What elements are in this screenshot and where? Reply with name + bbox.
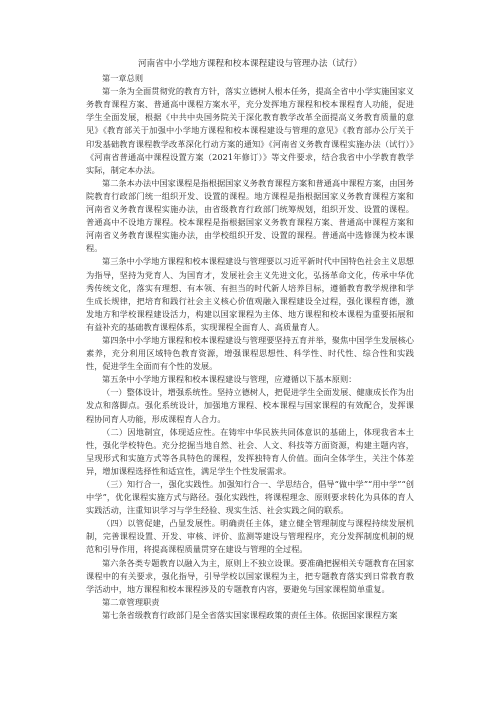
principle-paragraph: （三）知行合一，强化实践性。加强知行合一、学思结合，倡导“做中学”“用中学”“创中学”，优化课程实施方式与路径。强化实践性，将课程理念、原则要求转化为具体的育人实践活动，注重知识学习与学生经验、现实生活、社会实践之间的联系。 — [86, 479, 414, 516]
article-paragraph: 第二条本办法中国家课程是指根据国家义务教育课程方案和普通高中课程方案，由国务院教育行政部门统一组织开发、设置的课程。地方课程是指根据国家义务教育课程方案和河南省义务教育课程实施办法，由省级教育行政部门统筹规划，组织开发、设置的课程。普通高中不设地方课程。校本课程是指根据国家义务教育课程方案、普通高中课程方案和河南省义务教育课程实施办法，由学校组织开发、设置的课程。普通高中选修课为校本课程。 — [86, 177, 414, 254]
principle-paragraph: （二）因地制宜，体现适应性。在铸牢中华民族共同体意识的基础上，体现我省本土性，强化学校特色。充分挖掘当地自然、社会、人文、科技等方面资源，构建主题内容，呈现形式和实施方式等各具特色的课程，发挥独特育人价值。面向全体学生，关注个体差异，增加课程选择性和适宜性，满足学生个性发展需求。 — [86, 426, 414, 476]
article-paragraph: 第三条中小学地方课程和校本课程建设与管理要以习近平新时代中国特色社会主义思想为指导，坚持为党育人、为国育才，发展社会主义先进文化，弘扬革命文化，传承中华优秀传统文化，落实有理想、有本领、有担当的时代新人培养目标，遵循教育教学规律和学生成长规律，把培育和践行社会主义核心价值观融入课程建设全过程，强化课程育德，激发地方和学校课程建设活力，构建以国家课程为主体、地方课程和校本课程为重要拓展和有益补充的基础教育课程体系，实现课程全面育人、高质量育人。 — [86, 256, 414, 332]
principle-paragraph: （一）整体设计，增强系统性。坚持立德树人，把促进学生全面发展、健康成长作为出发点和落脚点。强化系统设计，加强地方课程、校本课程与国家课程的有效配合，发挥课程协同育人功能，形成课程育人合力。 — [86, 387, 414, 424]
article-paragraph: 第七条省级教育行政部门是全省落实国家课程政策的责任主体。依据国家课程方案 — [102, 609, 398, 620]
principle-paragraph: （四）以管促建，凸显发展性。明确责任主体，建立健全管理制度与课程持续发展机制，完善课程设置、开发、审核、评价、监测等建设与管理程序，充分发挥制度机制的规范和引导作用，将提高课程质量贯穿在建设与管理的全过程。 — [86, 518, 414, 555]
article-paragraph: 第一条为全面贯彻党的教育方针，落实立德树人根本任务，提高全省中小学实施国家义务教育课程方案、普通高中课程方案水平，充分发挥地方课程和校本课程育人功能，促进学生全面发展，根据《中共中央国务院关于深化教育教学改革全面提高义务教育质量的意见》《教育部关于加强中小学地方课程和校本课程建设与管理的意见》《教育部办公厅关于印发基础教育课程教学改革深化行动方案的通知》《河南省义务教育课程实施办法（试行）》《河南省普通高中课程设置方案（2021年修订）》等文件要求，结合我省中小学教育教学实际，制定本办法。 — [86, 86, 414, 175]
chapter-heading: 第一章总则 — [102, 73, 144, 84]
chapter-heading: 第二章管理职责 — [102, 596, 160, 607]
document-title: 河南省中小学地方课程和校本课程建设与管理办法（试行） — [138, 59, 362, 69]
article-paragraph: 第四条中小学地方课程和校本课程建设与管理要坚持五育并举，聚焦中国学生发展核心素养，充分利用区域特色教育资源，增强课程思想性、科学性、时代性、综合性和实践性，促进学生全面而有个性的发展。 — [86, 334, 414, 372]
article-paragraph: 第六条各类专题教育以融入为主，原则上不独立设课。要准确把握相关专题教育在国家课程中的有关要求，强化指导，引导学校以国家课程为主，把专题教育落实到日常教育教学活动中，地方课程和校本课程涉及的专题教育内容，要避免与国家课程简单重复。 — [86, 557, 414, 594]
article-paragraph: 第五条中小学地方课程和校本课程建设与管理，应遵循以下基本原则： — [102, 374, 357, 385]
